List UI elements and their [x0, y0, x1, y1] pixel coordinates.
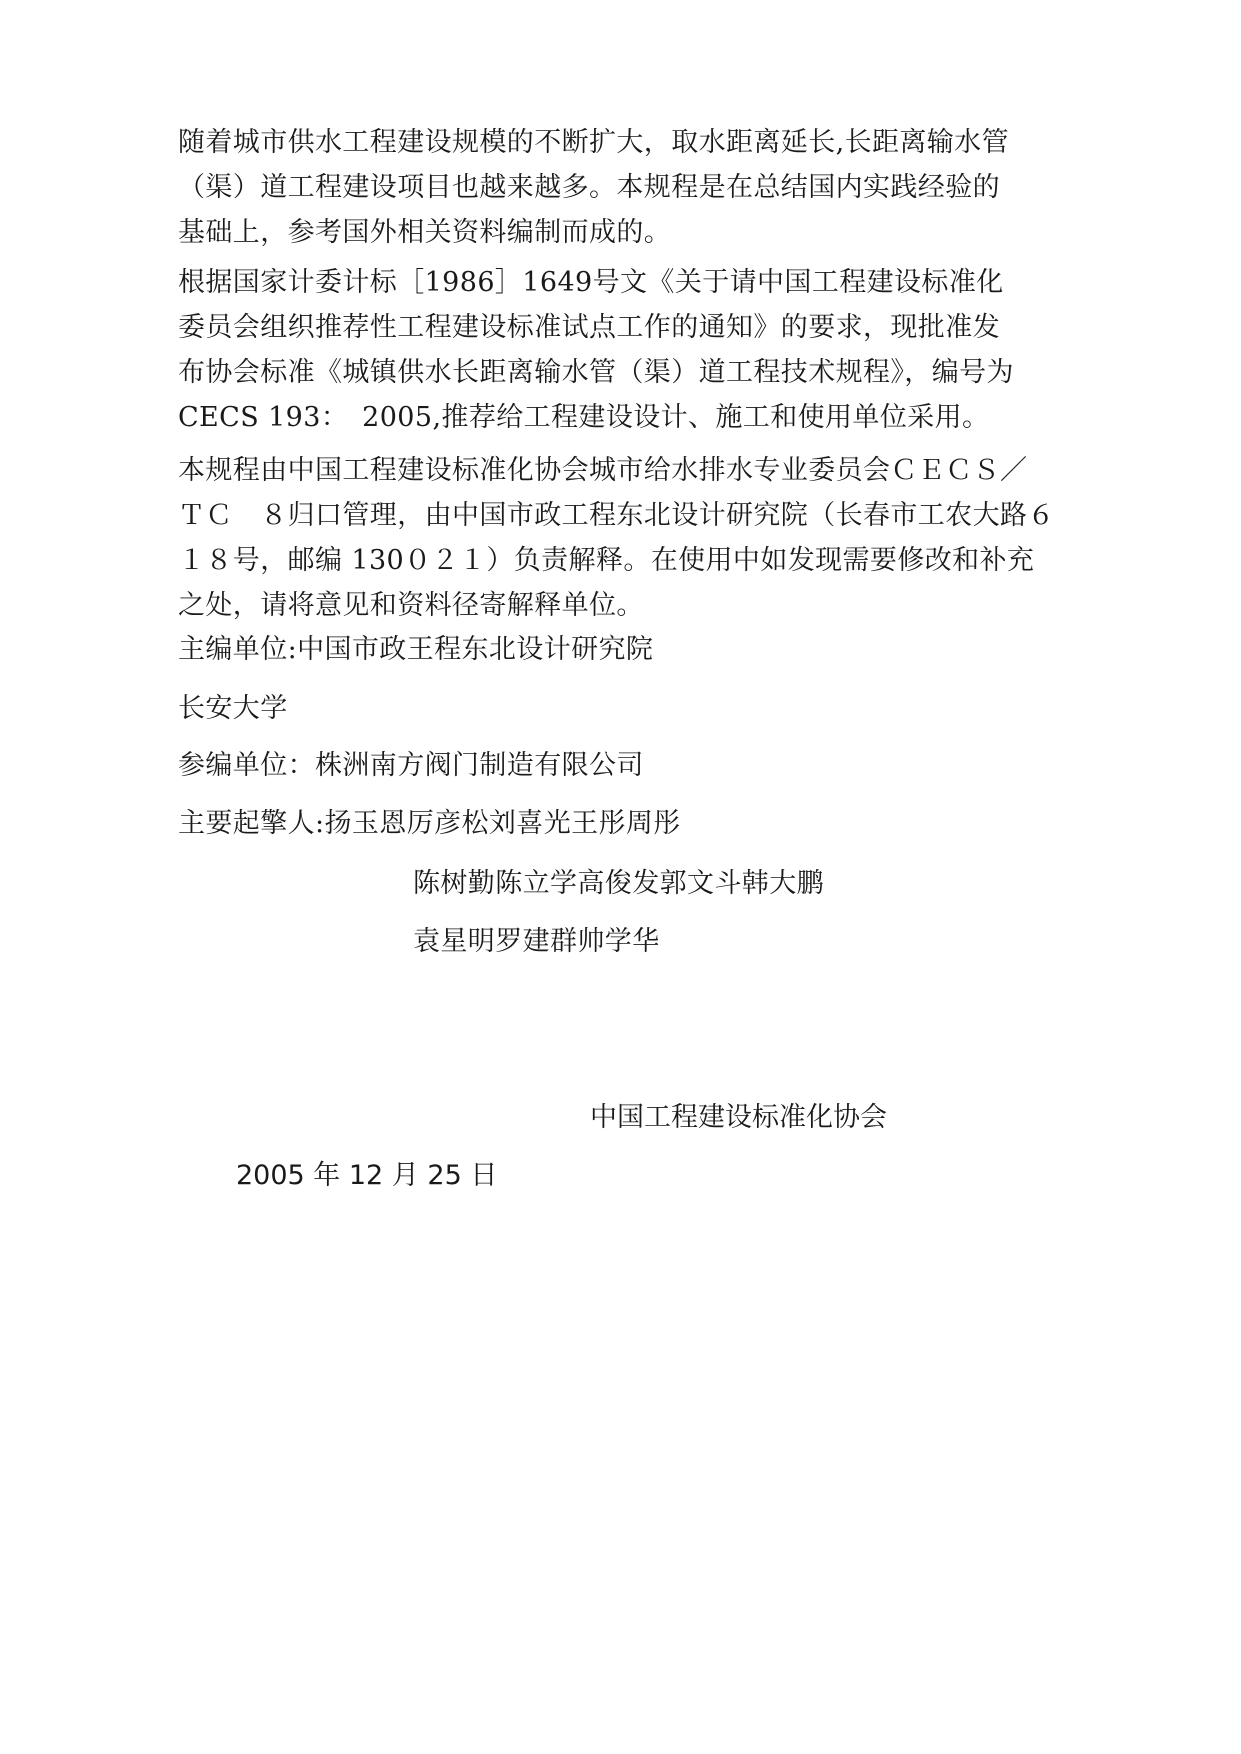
paragraph-line: 布协会标准《城镇供水长距离输水管（渠）道工程技术规程》，编号为	[178, 357, 1014, 388]
paragraph-line: 根据国家计委计标［1986］1649号文《关于请中国工程建设标准化	[178, 267, 1004, 298]
paragraph-line: １８号，邮编 130０２１）负责解释。在使用中如发现需要修改和补充	[178, 545, 1035, 576]
paragraph-line: 之处，请将意见和资料径寄解释单位。	[178, 590, 644, 621]
management-paragraph	[178, 448, 1078, 628]
issuing-organization: 中国工程建设标准化协会	[590, 1102, 887, 1133]
paragraph-line: 本规程由中国工程建设标准化协会城市给水排水专业委员会ＣＥＣＳ／	[178, 455, 1028, 486]
paragraph-line: 委员会组织推荐性工程建设标准试点工作的通知》的要求，现批准发	[178, 312, 1000, 343]
paragraph-line: 随着城市供水工程建设规模的不断扩大，取水距离延长,长距离输水管	[178, 127, 1009, 158]
paragraph-line: ＴＣ ８归口管理，由中国市政工程东北设计研究院（长春市工农大路６	[178, 500, 1055, 531]
main-drafters-line-2: 陈树勤陈立学高俊发郭文斗韩大鹏	[413, 868, 824, 899]
chief-editing-unit-second: 长安大学	[178, 693, 288, 724]
approval-paragraph	[178, 260, 1078, 440]
paragraph-line: CECS 193： 2005,推荐给工程建设设计、施工和使用单位采用。	[178, 402, 990, 433]
intro-paragraph	[178, 120, 1078, 255]
co-editing-unit: 参编单位：株洲南方阀门制造有限公司	[178, 750, 644, 781]
issue-date: 2005 年 12 月 25 日	[236, 1160, 498, 1191]
chief-editing-unit: 主编单位:中国市政王程东北设计研究院	[178, 634, 654, 665]
paragraph-line: 基础上，参考国外相关资料编制而成的。	[178, 217, 672, 248]
main-drafters-line-3: 袁星明罗建群帅学华	[413, 926, 660, 957]
paragraph-line: （渠）道工程建设项目也越来越多。本规程是在总结国内实践经验的	[178, 172, 1000, 203]
main-drafters: 主要起擎人:扬玉恩厉彦松刘喜光王彤周彤	[178, 808, 681, 839]
